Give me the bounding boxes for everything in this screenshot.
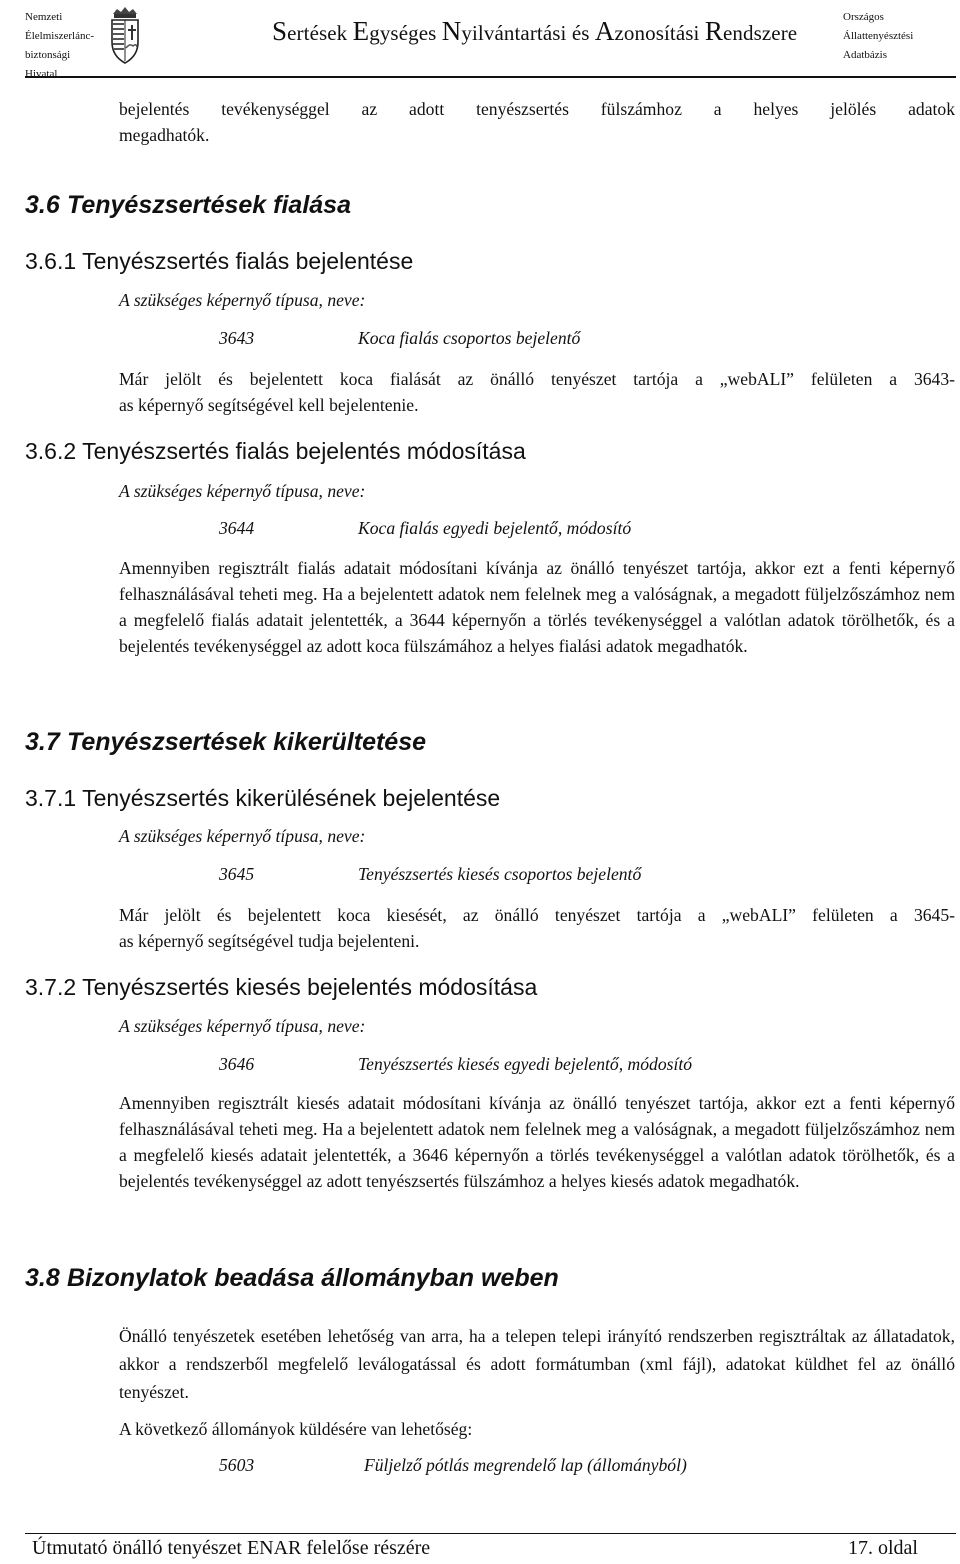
file-name: Füljelző pótlás megrendelő lap (állományból) — [364, 1455, 687, 1475]
paragraph-line: Már jelölt és bejelentett koca fialását az önálló tenyészet tartója a „webALI” felületen a 3643- — [119, 369, 955, 389]
title-rest: endszere — [722, 21, 798, 45]
title-initial: S — [272, 16, 288, 46]
subsection-heading-3-6-2: 3.6.2 Tenyészsertés fialás bejelentés módosítása — [25, 438, 526, 464]
header-left-line: Nemzeti — [25, 11, 63, 23]
screen-code: 3646 — [219, 1054, 255, 1074]
title-initial: A — [594, 16, 615, 46]
subsection-heading-3-6-1: 3.6.1 Tenyészsertés fialás bejelentése — [25, 248, 414, 274]
paragraph: Amennyiben regisztrált fialás adatait módosítani kívánja az önálló tenyészet tartója, akkor ezt a fenti képernyő felhasználásával teheti meg. Ha a bejelentett adatok nem felelnek meg a valóságnak, a megadott füljelzőszámhoz nem a megfelelő fialás adatait jelentették, a 3644 képernyőn a törlés tevékenységgel a valótlan adatok törölhetők, és a bejelentés tevékenységgel az adott koca fülszámához a helyes fialási adatok megadhatók. — [119, 558, 955, 656]
paragraph-line: Már jelölt és bejelentett koca kiesését, az önálló tenyészet tartója a „webALI” felületen a 3645- — [119, 905, 955, 925]
screen-label: A szükséges képernyő típusa, neve: — [119, 290, 366, 310]
header-right-line: Adatbázis — [843, 49, 887, 61]
screen-code: 3645 — [219, 864, 255, 884]
file-code: 5603 — [219, 1455, 255, 1475]
subsection-heading-3-7-1: 3.7.1 Tenyészsertés kikerülésének bejelentése — [25, 785, 501, 811]
footer-document-title: Útmutató önálló tenyészet ENAR felelőse részére — [32, 1537, 431, 1559]
screen-label: A szükséges képernyő típusa, neve: — [119, 826, 366, 846]
subsection-heading-3-7-2: 3.7.2 Tenyészsertés kiesés bejelentés módosítása — [25, 974, 538, 1000]
paragraph-line: as képernyő segítségével tudja bejelenteni. — [119, 931, 420, 951]
header-right-line: Országos — [843, 11, 884, 23]
title-initial: R — [704, 16, 723, 46]
intro-line-2: megadhatók. — [119, 125, 210, 145]
screen-code: 3644 — [219, 518, 255, 538]
screen-label: A szükséges képernyő típusa, neve: — [119, 1016, 366, 1036]
section-heading-3-6 — [25, 191, 351, 220]
title-rest: gységes — [369, 21, 442, 45]
paragraph: Önálló tenyészetek esetében lehetőség van arra, ha a telepen telepi irányító rendszerben regisztráltak az állatadatok, akkor a rendszerből megfelelő leválogatással és adott formátumban (xml fájl), adatokat küldhet fel az önálló tenyészet. — [119, 1326, 955, 1402]
title-initial: N — [441, 16, 462, 46]
coat-of-arms-icon — [104, 6, 146, 66]
screen-name: Tenyészsertés kiesés csoportos bejelentő — [358, 864, 642, 884]
header-right-line: Állattenyésztési — [843, 30, 914, 42]
page-header — [0, 0, 960, 80]
paragraph: Amennyiben regisztrált kiesés adatait módosítani kívánja az önálló tenyészet tartója, akkor ezt a fenti képernyő felhasználásával teheti meg. Ha a bejelentett adatok nem felelnek meg a valóságnak, a megadott füljelzőszámhoz nem a megfelelő kiesés adatait jelentették, a 3646 képernyőn a törlés tevékenységgel a valótlan adatok törölhetők, és a bejelentés tevékenységgel az adott tenyészsertés fülszámhoz a helyes kiesés adatok megadhatók. — [119, 1093, 955, 1191]
header-left-line: Hivatal — [25, 68, 58, 80]
header-left-line: biztonsági — [25, 49, 71, 61]
paragraph-line: as képernyő segítségével kell bejelentenie. — [119, 395, 419, 415]
title-rest: zonosítási — [614, 21, 705, 45]
screen-name: Koca fialás csoportos bejelentő — [358, 328, 581, 348]
title-initial: E — [352, 16, 370, 46]
section-title: Tenyészsertések fialása — [67, 191, 351, 219]
page-number: 17. oldal — [848, 1537, 918, 1559]
section-number: 3.7 — [25, 728, 60, 756]
screen-code: 3643 — [219, 328, 255, 348]
title-rest: ertések — [287, 21, 353, 45]
header-left-line: Élelmiszerlánc- — [25, 30, 95, 42]
header-org-right — [843, 8, 913, 65]
section-number: 3.8 — [25, 1264, 60, 1292]
section-number: 3.6 — [25, 191, 60, 219]
header-divider — [25, 76, 956, 78]
section-heading-3-7 — [25, 728, 426, 757]
header-org-left — [25, 8, 94, 84]
section-title: Tenyészsertések kikerültetése — [67, 728, 427, 756]
screen-label: A szükséges képernyő típusa, neve: — [119, 481, 366, 501]
screen-name: Koca fialás egyedi bejelentő, módosító — [358, 518, 632, 538]
footer-divider — [25, 1533, 956, 1534]
paragraph-line: A következő állományok küldésére van lehetőség: — [119, 1419, 473, 1439]
section-title: Bizonylatok beadása állományban weben — [67, 1264, 559, 1292]
title-rest: yilvántartási és — [461, 21, 595, 45]
intro-line-1: bejelentés tevékenységgel az adott tenyészsertés fülszámhoz a helyes jelölés adatok — [119, 99, 955, 119]
section-heading-3-8 — [25, 1264, 559, 1293]
header-title — [272, 16, 797, 47]
screen-name: Tenyészsertés kiesés egyedi bejelentő, módosító — [358, 1054, 693, 1074]
